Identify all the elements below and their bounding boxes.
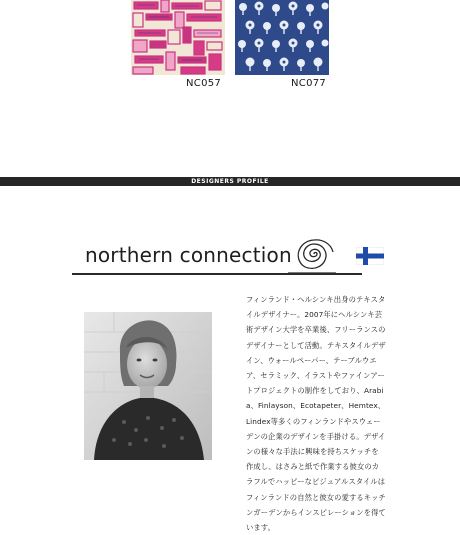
designer-portrait	[84, 312, 212, 460]
designer-profile-text: フィンランド・ヘルシンキ出身のテキスタイルデザイナー。2007年にヘルシンキ芸術デザイン大学を卒業後、フリーランスのデザイナーとして活動。テキスタイルデザイン、ウォールペーパー、テーブルウエア、セラミック、イラストやファインアートプロジェクトの制作をしており、Arabia、Finlayson、Ecotapeter、Hemtex、Lindex等多くのフィンランドやスウェーデンの企業のデザインを手掛ける。デザインの様々な手法に興味を持ちスケッチを作成し、はさみと紙で作業する彼女のカラフルでハッピーなビジュアルスタイルはフィンランドの自然と彼女の愛するキッチンガーデンからインスピレーションを得ています。	[246, 295, 386, 533]
swatch-code-nc077: NC077	[291, 78, 327, 89]
brand-name: northern connection	[85, 243, 292, 267]
swatch-nc077[interactable]	[235, 0, 329, 75]
swatch-code-nc057: NC057	[186, 78, 222, 89]
swatch-nc057[interactable]	[131, 0, 225, 75]
section-banner-label: DESIGNERS PROFILE	[191, 178, 269, 185]
finland-flag-icon	[356, 247, 384, 265]
spiral-logo-icon	[284, 232, 340, 276]
